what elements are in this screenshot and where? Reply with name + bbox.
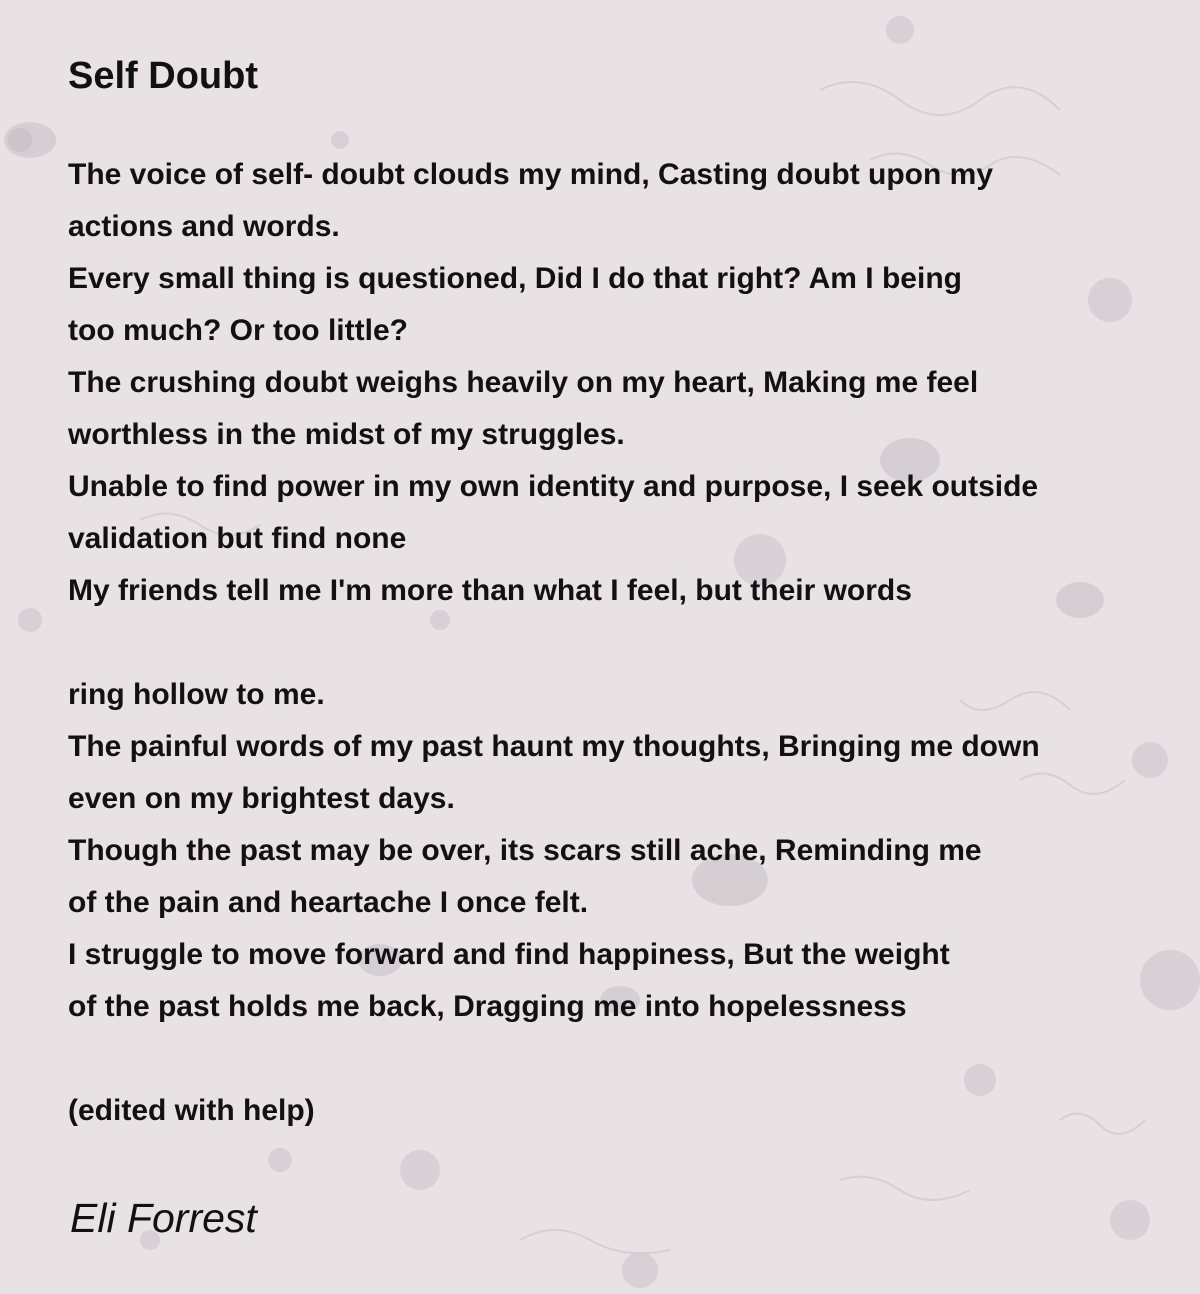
poem-body (68, 149, 1168, 1137)
poem-line: The painful words of my past haunt my thoughts, Bringing me down (68, 730, 1040, 763)
poem-line: validation but find none (68, 522, 407, 555)
poem-blank-line (68, 1033, 1168, 1085)
poem-line: actions and words. (68, 210, 340, 243)
poem-line: The crushing doubt weighs heavily on my heart, Making me feel (68, 366, 979, 399)
poem-line: Every small thing is questioned, Did I do that right? Am I being (68, 262, 962, 295)
poem-note: (edited with help) (68, 1094, 315, 1127)
poem-line: I struggle to move forward and find happiness, But the weight (68, 938, 950, 971)
poem-title: Self Doubt (68, 55, 258, 97)
poem-blank-line (68, 617, 1168, 669)
poem-line: Unable to find power in my own identity and purpose, I seek outside (68, 470, 1039, 503)
poem-line: The voice of self- doubt clouds my mind, Casting doubt upon my (68, 158, 994, 191)
poem-line: too much? Or too little? (68, 314, 408, 347)
poem-line: worthless in the midst of my struggles. (68, 418, 625, 451)
poem-author: Eli Forrest (70, 1195, 257, 1241)
poem-line: even on my brightest days. (68, 782, 455, 815)
poem-line: of the past holds me back, Dragging me into hopelessness (68, 990, 907, 1023)
poem-line: My friends tell me I'm more than what I feel, but their words (68, 574, 912, 607)
poem-line: ring hollow to me. (68, 678, 325, 711)
poem-line: Though the past may be over, its scars still ache, Reminding me (68, 834, 982, 867)
poem-line: of the pain and heartache I once felt. (68, 886, 589, 919)
